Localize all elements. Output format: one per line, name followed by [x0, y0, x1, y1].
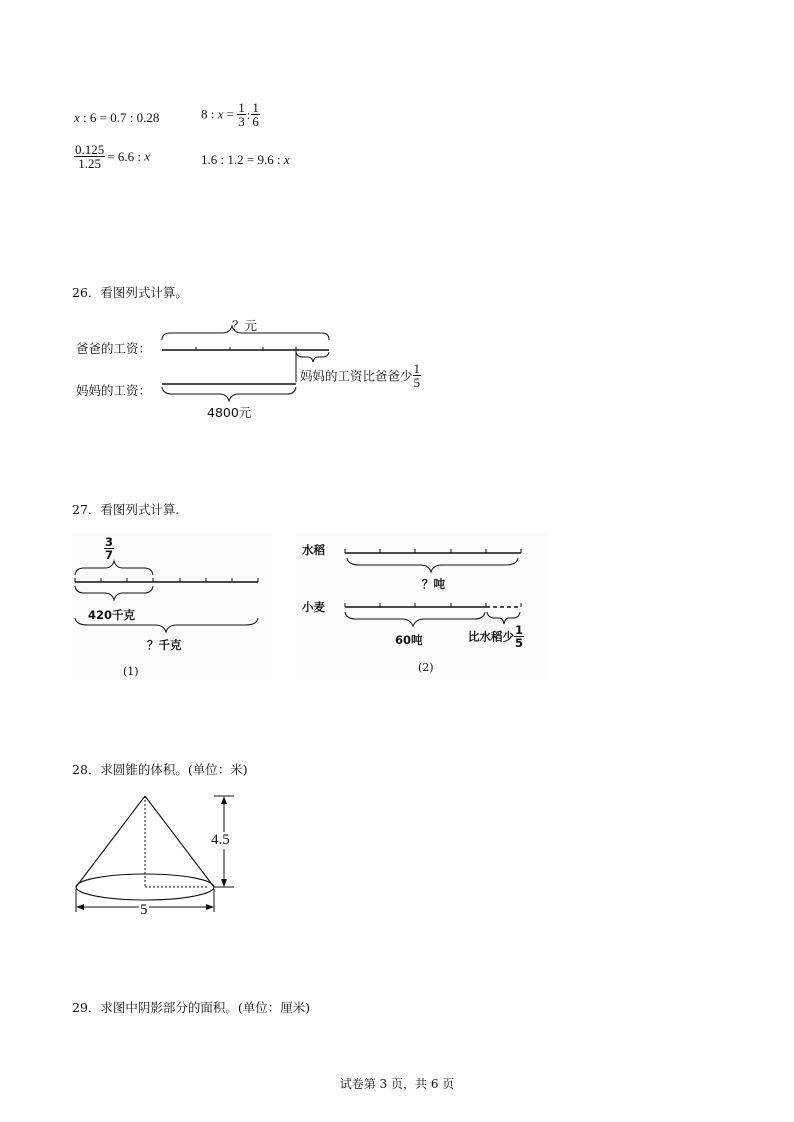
- question-26-title: 26．看图列式计算。: [72, 285, 188, 300]
- equation-text: 8 :: [201, 106, 218, 122]
- question-29-title: 29．求图中阴影部分的面积。(单位：厘米): [72, 1000, 311, 1015]
- equation-text: =: [223, 106, 238, 122]
- fig1-caption: (1): [123, 665, 139, 678]
- rice-total-label: ？吨: [422, 577, 445, 591]
- cone-diameter-label: 5: [140, 902, 148, 918]
- question-28-title: 28．求圆锥的体积。(单位：米): [72, 762, 248, 777]
- fraction-numerator: 3: [105, 535, 114, 549]
- equation-text: : 6 = 0.7 : 0.28: [79, 110, 160, 125]
- variable-x: x: [283, 152, 290, 167]
- variable-x: x: [144, 148, 150, 164]
- variable-x: x: [74, 110, 80, 125]
- wheat-label: 小麦: [302, 600, 325, 614]
- fig1-total-label: ？千克: [147, 638, 182, 652]
- question-27-title: 27．看图列式计算.: [72, 502, 180, 517]
- mom-salary-label: 妈妈的工资：: [76, 383, 152, 398]
- fig1-part-label: 420千克: [88, 608, 136, 622]
- top-unknown-label: ？元: [232, 318, 258, 333]
- fraction-denominator: 5: [413, 375, 421, 390]
- fraction-denominator: 3: [238, 114, 245, 129]
- diameter-arrow-left: [76, 904, 84, 910]
- dad-salary-label: 爸爸的工资：: [76, 341, 152, 356]
- fraction-numerator: 0.125: [75, 142, 105, 157]
- compare-label: 比水稻少: [468, 629, 514, 644]
- rice-label: 水稻: [302, 543, 325, 557]
- diameter-arrow-right: [206, 904, 214, 910]
- height-arrow-up: [221, 796, 227, 804]
- fraction-denominator: 5: [515, 636, 524, 650]
- cone-height-label: 4.5: [211, 832, 230, 848]
- variable-x: x: [217, 106, 224, 122]
- equation-text: :: [246, 106, 251, 122]
- bottom-amount-label: 4800元: [207, 405, 252, 420]
- fraction-denominator: 7: [105, 548, 114, 562]
- cone-left-edge: [76, 796, 145, 887]
- fraction-numerator: 1: [252, 100, 259, 115]
- fraction-numerator: 1: [413, 361, 421, 376]
- fraction-denominator: 6: [252, 114, 259, 129]
- fraction-numerator: 1: [238, 100, 245, 115]
- cone-right-edge: [145, 796, 214, 887]
- height-arrow-down: [221, 879, 227, 887]
- fig2-caption: (2): [418, 661, 434, 674]
- fraction-numerator: 1: [515, 623, 524, 637]
- equation-text: 1.6 : 1.2 = 9.6 :: [201, 152, 284, 167]
- equation-text: = 6.6 :: [107, 148, 145, 164]
- fraction-denominator: 1.25: [78, 156, 101, 171]
- compare-label: 妈妈的工资比爸爸少: [300, 368, 413, 384]
- wheat-part-label: 60吨: [395, 633, 423, 647]
- page-footer: 试卷第 3 页，共 6 页: [339, 1077, 455, 1091]
